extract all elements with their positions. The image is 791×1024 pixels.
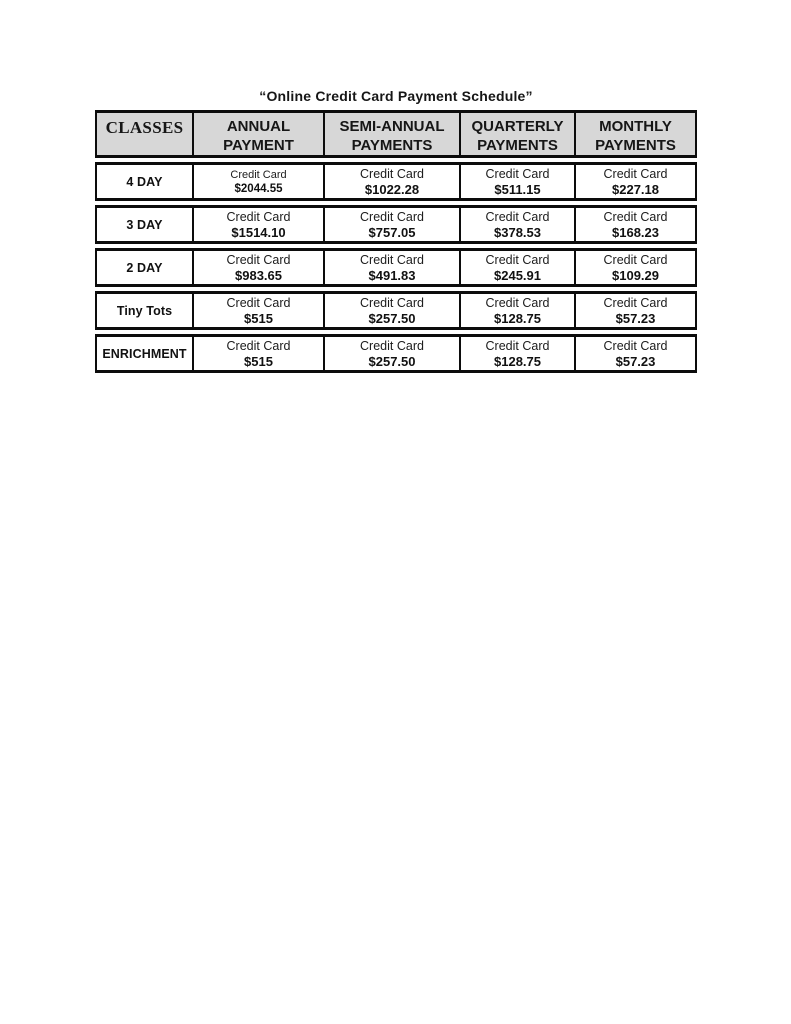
payment-cell xyxy=(192,251,323,286)
payment-amount: $128.75 xyxy=(494,354,541,369)
payment-cell xyxy=(459,294,574,329)
payment-amount: $257.50 xyxy=(368,354,416,369)
payment-amount: $983.65 xyxy=(235,268,282,283)
payment-cell xyxy=(323,251,459,286)
header-label: ANNUAL xyxy=(226,118,291,135)
payment-method: Credit Card xyxy=(226,339,291,353)
payment-cell xyxy=(459,251,574,286)
payment-cell xyxy=(574,208,695,243)
table-row-2-day xyxy=(95,248,697,287)
payment-method: Credit Card xyxy=(226,296,291,310)
payment-amount: $515 xyxy=(244,311,273,326)
payment-cell xyxy=(323,337,459,372)
payment-amount: $1514.10 xyxy=(231,225,286,240)
payment-method: Credit Card xyxy=(603,210,668,224)
payment-amount: $227.18 xyxy=(612,182,659,197)
payment-cell xyxy=(192,337,323,372)
payment-cell xyxy=(574,251,695,286)
payment-method: Credit Card xyxy=(226,253,291,267)
payment-method: Credit Card xyxy=(485,167,550,181)
payment-amount: $57.23 xyxy=(615,311,656,326)
payment-cell xyxy=(323,208,459,243)
row-label: ENRICHMENT xyxy=(102,347,187,362)
payment-cell xyxy=(459,337,574,372)
payment-method: Credit Card xyxy=(485,296,550,310)
payment-amount: $109.29 xyxy=(612,268,659,283)
payment-amount: $511.15 xyxy=(494,182,541,197)
payment-cell xyxy=(574,294,695,329)
payment-amount: $757.05 xyxy=(368,225,416,240)
payment-amount: $168.23 xyxy=(612,225,659,240)
payment-cell xyxy=(192,165,323,200)
payment-method: Credit Card xyxy=(603,296,668,310)
payment-amount: $128.75 xyxy=(494,311,541,326)
payment-method: Credit Card xyxy=(603,253,668,267)
payment-cell xyxy=(574,337,695,372)
header-semi-annual-payments xyxy=(323,113,459,156)
payment-cell xyxy=(574,165,695,200)
payment-amount: $515 xyxy=(244,354,273,369)
payment-cell xyxy=(192,208,323,243)
payment-cell xyxy=(459,165,574,200)
header-label: PAYMENTS xyxy=(477,137,558,155)
header-label: PAYMENT xyxy=(223,137,294,155)
payment-method: Credit Card xyxy=(360,210,424,224)
table-row-4-day xyxy=(95,162,697,201)
payment-cell xyxy=(459,208,574,243)
header-quarterly-payments xyxy=(459,113,574,156)
payment-amount: $57.23 xyxy=(615,354,656,369)
payment-method: Credit Card xyxy=(360,167,424,181)
payment-cell xyxy=(192,294,323,329)
table-row-enrichment xyxy=(95,334,697,373)
payment-method: Credit Card xyxy=(360,253,424,267)
table-header-row xyxy=(95,110,697,158)
payment-method: Credit Card xyxy=(230,168,287,181)
header-label: QUARTERLY xyxy=(471,118,564,135)
payment-amount: $245.91 xyxy=(494,268,541,283)
payment-amount: $378.53 xyxy=(494,225,541,240)
row-label: 3 DAY xyxy=(126,218,163,233)
table-row-3-day xyxy=(95,205,697,244)
header-monthly-payments xyxy=(574,113,695,156)
header-label: PAYMENTS xyxy=(351,137,433,155)
payment-schedule-table xyxy=(95,110,697,373)
payment-method: Credit Card xyxy=(603,339,668,353)
payment-method: Credit Card xyxy=(485,339,550,353)
payment-amount: $2044.55 xyxy=(234,182,283,195)
payment-method: Credit Card xyxy=(485,210,550,224)
payment-method: Credit Card xyxy=(360,339,424,353)
payment-method: Credit Card xyxy=(603,167,668,181)
payment-amount: $257.50 xyxy=(368,311,416,326)
payment-amount: $491.83 xyxy=(368,268,416,283)
payment-cell xyxy=(323,165,459,200)
header-label: SEMI-ANNUAL xyxy=(339,118,445,135)
header-label: PAYMENTS xyxy=(595,137,676,155)
row-label: Tiny Tots xyxy=(116,304,173,319)
table-row-tiny-tots xyxy=(95,291,697,330)
payment-cell xyxy=(323,294,459,329)
payment-method: Credit Card xyxy=(485,253,550,267)
header-classes xyxy=(97,113,192,156)
header-label: CLASSES xyxy=(105,118,184,137)
payment-method: Credit Card xyxy=(226,210,291,224)
header-annual-payment xyxy=(192,113,323,156)
payment-amount: $1022.28 xyxy=(364,182,420,197)
page-title: “Online Credit Card Payment Schedule” xyxy=(259,88,533,104)
row-label: 2 DAY xyxy=(126,261,163,276)
header-label: MONTHLY xyxy=(599,118,672,135)
payment-method: Credit Card xyxy=(360,296,424,310)
row-label: 4 DAY xyxy=(126,175,163,190)
